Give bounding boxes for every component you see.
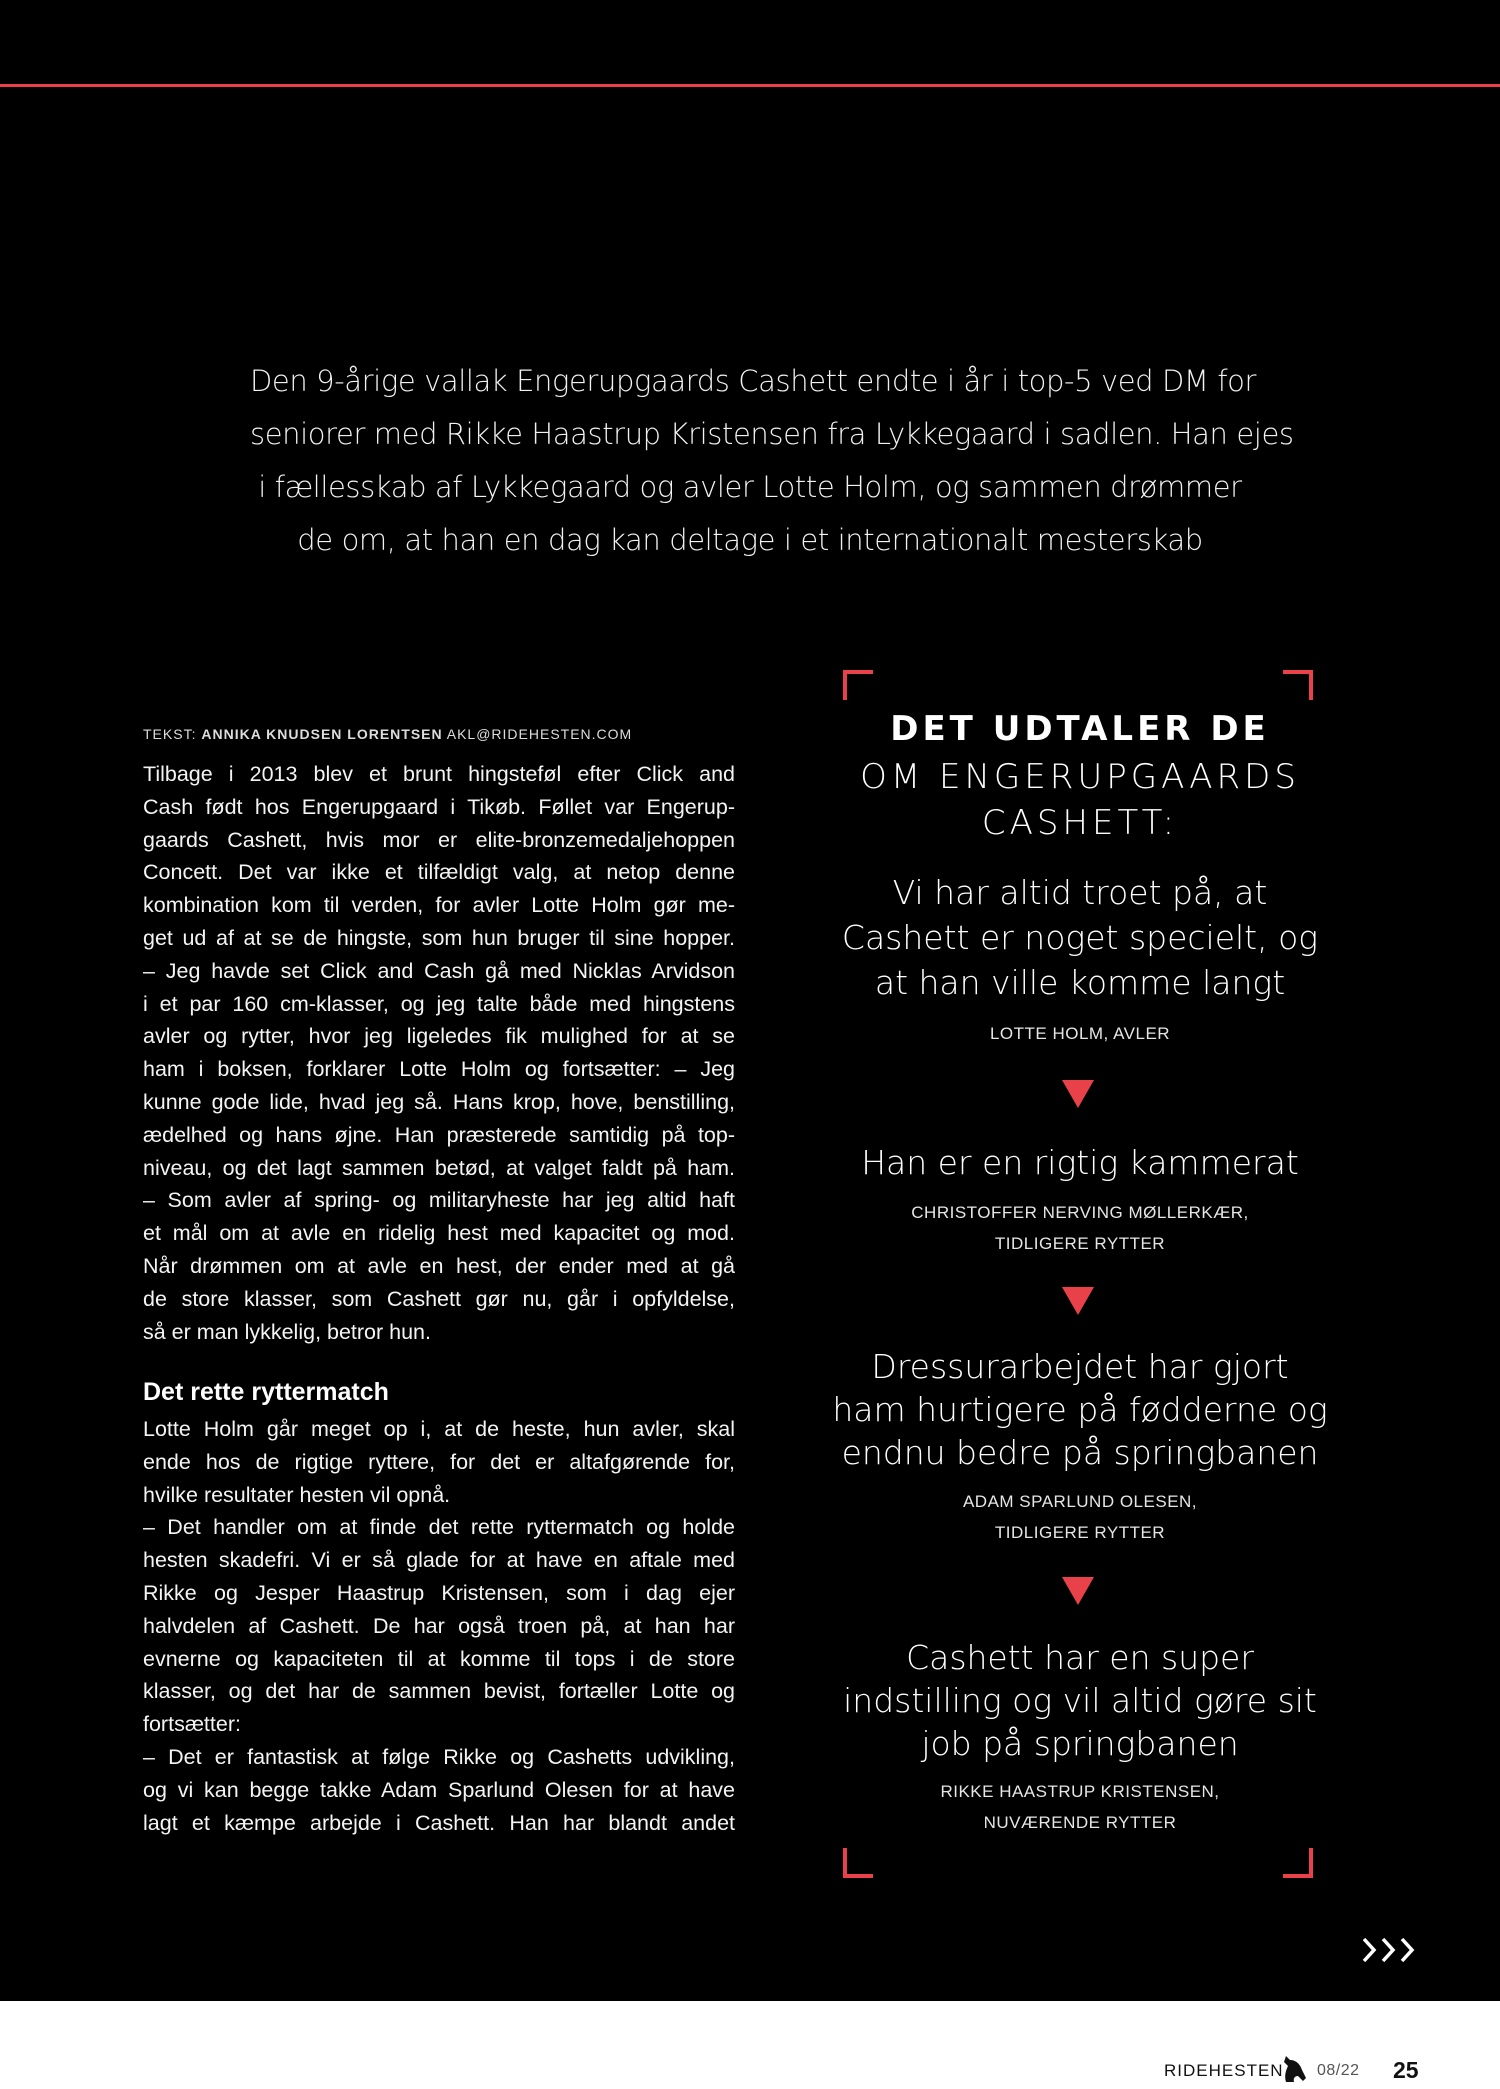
body-line: ende hos de rigtige ryttere, for det er altafgørende for,: [143, 1449, 735, 1474]
body-line: – Jeg havde set Click and Cash gå med Nicklas Arvidson: [143, 958, 735, 983]
body-line: Rikke og Jesper Haastrup Kristensen, som i dag ejer: [143, 1580, 735, 1605]
quote-attribution: [800, 1486, 1360, 1548]
body-line: så er man lykkelig, betror hun.: [143, 1319, 431, 1344]
body-line: et mål om at avle en ridelig hest med kapacitet og mod.: [143, 1221, 735, 1246]
byline: [143, 726, 743, 742]
down-triangle-icon: [1062, 1287, 1094, 1315]
body-line: niveau, og det lagt sammen betød, at valget faldt på ham.: [143, 1155, 735, 1180]
attribution-line: TIDLIGERE RYTTER: [994, 1523, 1166, 1542]
lede-line: i fællesskab af Lykkegaard og avler Lotte Holm, og sammen drømmer: [258, 470, 1242, 504]
quote-text: [800, 870, 1360, 1005]
body-line: hesten skadefri. Vi er så glade for at have en aftale med: [143, 1548, 735, 1573]
body-line: Tilbage i 2013 blev et brunt hingsteføl efter Click and: [143, 762, 735, 786]
byline-label: TEKST:: [143, 726, 202, 742]
body-line: Når drømmen om at avle en hest, der ender med at gå: [143, 1253, 735, 1278]
body-line: Concett. Det var ikke et tilfældigt valg, at netop denne: [143, 860, 735, 885]
body-line: ham i boksen, forklarer Lotte Holm og fortsætter: – Jeg: [143, 1057, 735, 1082]
body-line: – Det er fantastisk at følge Rikke og Cashetts udvikling,: [143, 1744, 735, 1769]
box-corner-bottom-left: [843, 1848, 873, 1878]
attribution-line: CHRISTOFFER NERVING MØLLERKÆR,: [911, 1203, 1249, 1222]
lede-line: Den 9-årige vallak Engerupgaards Cashett endte i år i top-5 ved DM for: [250, 364, 1257, 398]
lede-line: de om, at han en dag kan deltage i et internationalt mesterskab: [297, 523, 1203, 557]
attribution-line: LOTTE HOLM, AVLER: [989, 1024, 1171, 1043]
attribution-line: ADAM SPARLUND OLESEN,: [962, 1492, 1198, 1511]
quote-line: Han er en rigtig kammerat: [861, 1143, 1299, 1182]
body-line: – Som avler af spring- og militaryheste har jeg altid haft: [143, 1188, 735, 1213]
down-triangle-icon: [1062, 1080, 1094, 1108]
triple-chevron-right-icon: [1360, 1933, 1420, 1972]
body-line: klasser, og det har de sammen bevist, fortæller Lotte og: [143, 1679, 735, 1704]
body-line: evnerne og kapaciteten til at komme til tops i de store: [143, 1646, 735, 1671]
attribution-line: RIKKE HAASTRUP KRISTENSEN,: [940, 1782, 1220, 1801]
body-line: og vi kan begge takke Adam Sparlund Olesen for at have: [143, 1777, 735, 1802]
byline-author: ANNIKA KNUDSEN LORENTSEN: [201, 726, 443, 742]
quote-line: Cashett er noget specielt, og: [841, 918, 1319, 957]
body-line: ædelhed og hans øjne. Han præsterede samtidig på top-: [143, 1122, 735, 1147]
article-lede: [250, 355, 1294, 567]
quote-attribution: [800, 1018, 1360, 1049]
body-line: i et par 160 cm-klasser, og jeg talte både med hingstens: [143, 991, 735, 1016]
horse-head-icon: [1278, 2054, 1308, 2089]
body-line: kombination kom til verden, for avler Lotte Holm gør me-: [143, 893, 735, 918]
page-number: 25: [1393, 2057, 1419, 2083]
top-accent-rule: [0, 84, 1500, 87]
attribution-line: NUVÆRENDE RYTTER: [983, 1813, 1177, 1832]
body-line: fortsætter:: [143, 1712, 241, 1737]
quotes-subtitle-line: OM ENGERUPGAARDS: [860, 757, 1300, 797]
section-subhead: Det rette ryttermatch: [143, 1378, 389, 1406]
byline-email: AKL@RIDEHESTEN.COM: [442, 726, 633, 742]
body-line: avler og rytter, hvor jeg ligeledes fik mulighed for at se: [143, 1024, 735, 1049]
article-body-part1: [143, 758, 735, 1348]
body-line: get ud af at se de hingste, som hun bruger til sine hopper.: [143, 925, 735, 950]
body-line: halvdelen af Cashett. De har også troen på, at han har: [143, 1613, 735, 1638]
quotes-subtitle: [800, 754, 1360, 846]
box-corner-top-right: [1283, 670, 1313, 700]
quote-line: Cashett har en super: [906, 1638, 1254, 1677]
body-line: gaards Cashett, hvis mor er elite-bronzemedaljehoppen: [143, 827, 735, 852]
quote-line: ham hurtigere på fødderne og: [832, 1390, 1328, 1429]
quotes-title: DET UDTALER DE: [890, 709, 1270, 749]
quote-line: endnu bedre på springbanen: [841, 1433, 1319, 1472]
body-line: Cash født hos Engerupgaard i Tikøb. Føllet var Engerup-: [143, 794, 735, 819]
quote-line: Vi har altid troet på, at: [892, 873, 1268, 912]
box-corner-top-left: [843, 670, 873, 700]
quote-line: indstilling og vil altid gøre sit: [843, 1681, 1317, 1720]
lede-line: seniorer med Rikke Haastrup Kristensen fra Lykkegaard i sadlen. Han ejes: [250, 417, 1294, 451]
attribution-line: TIDLIGERE RYTTER: [994, 1234, 1166, 1253]
quote-text: [800, 1345, 1360, 1474]
magazine-name: RIDEHESTEN: [1164, 2061, 1284, 2080]
body-line: – Det handler om at finde det rette ryttermatch og holde: [143, 1515, 735, 1540]
body-line: de store klasser, som Cashett gør nu, går i opfyldelse,: [143, 1286, 735, 1311]
quote-attribution: [800, 1197, 1360, 1259]
quote-line: Dressurarbejdet har gjort: [871, 1347, 1289, 1386]
quote-attribution: [800, 1776, 1360, 1838]
article-body-part2: [143, 1413, 735, 1839]
body-line: hvilke resultater hesten vil opnå.: [143, 1482, 451, 1507]
box-corner-bottom-right: [1283, 1848, 1313, 1878]
body-line: Lotte Holm går meget op i, at de heste, hun avler, skal: [143, 1417, 735, 1441]
quote-line: job på springbanen: [921, 1724, 1239, 1763]
quote-text: [800, 1636, 1360, 1765]
quote-text: [800, 1140, 1360, 1185]
body-line: lagt et kæmpe arbejde i Cashett. Han har blandt andet: [143, 1810, 735, 1835]
body-line: kunne gode lide, hvad jeg så. Hans krop, hove, benstilling,: [143, 1089, 735, 1114]
issue-number: 08/22: [1317, 2062, 1360, 2079]
quote-line: at han ville komme langt: [874, 963, 1286, 1002]
down-triangle-icon: [1062, 1577, 1094, 1605]
quotes-subtitle-line: CASHETT:: [981, 803, 1179, 843]
